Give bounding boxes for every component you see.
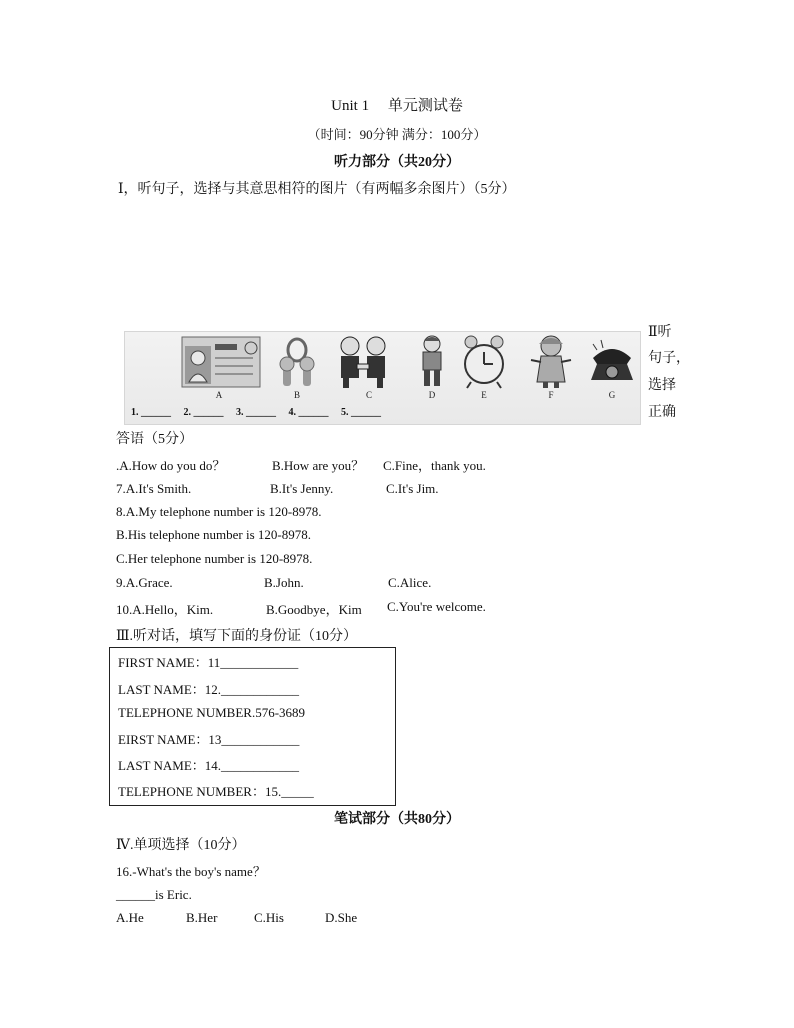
keys-picture <box>275 336 319 395</box>
q6-option-a: .A.How do you do？ <box>116 458 226 473</box>
q7-option-b: B.It's Jenny. <box>270 481 334 496</box>
picture-label-c: C <box>365 390 372 400</box>
q7-option-a: 7.A.It's Smith. <box>116 481 192 496</box>
answer-blanks <box>131 407 391 418</box>
part2-heading-cont: 答语（5分） <box>116 432 193 447</box>
picture-label-a: A <box>215 390 223 400</box>
q16-option-b: B.Her <box>186 910 218 925</box>
part3-heading: Ⅲ.听对话，填写下面的身份证（10分） <box>116 629 358 644</box>
first-name-field-13[interactable]: EIRST NAME：13____________ <box>118 732 300 747</box>
handshake-picture <box>335 334 391 395</box>
q10-option-a: 10.A.Hello，Kim. <box>116 602 214 617</box>
part2-heading-line3: 选择 <box>648 378 676 393</box>
q10-option-b: B.Goodbye，Kim <box>266 602 362 617</box>
q10-option-c: C.You're welcome. <box>387 599 486 614</box>
blank-3[interactable]: 3. ______ <box>236 407 276 418</box>
clock-picture <box>459 334 509 395</box>
last-name-field-12[interactable]: LAST NAME：12.____________ <box>118 682 300 697</box>
q16-option-a: A.He <box>116 910 144 925</box>
writing-section-title: 笔试部分（共80分） <box>334 812 460 827</box>
page-title: Unit 1 单元测试卷 <box>331 98 463 114</box>
picture-label-b: B <box>293 390 300 400</box>
q9-option-b: B.John. <box>264 575 304 590</box>
q8-option-c: C.Her telephone number is 120-8978. <box>116 551 313 566</box>
blank-2[interactable]: 2. ______ <box>183 407 224 418</box>
part4-heading: Ⅳ.单项选择（10分） <box>116 838 246 853</box>
q7-option-c: C.It's Jim. <box>386 481 439 496</box>
q16-answer-line[interactable]: ______is Eric. <box>116 887 192 902</box>
telephone-picture <box>587 336 637 391</box>
blank-1[interactable]: 1. ______ <box>131 407 171 418</box>
part2-heading-line4: 正确 <box>648 405 676 420</box>
q6-option-c: C.Fine，thank you. <box>383 458 486 473</box>
telephone-number-given: TELEPHONE NUMBER.576-3689 <box>118 705 306 720</box>
blank-4[interactable]: 4. ______ <box>288 407 329 418</box>
first-name-field-11[interactable]: FIRST NAME：11____________ <box>118 655 299 670</box>
part2-heading-line1: Ⅱ听 <box>648 325 672 340</box>
picture-label-g: G <box>608 390 616 400</box>
q16-question: 16.-What's the boy's name？ <box>116 864 266 879</box>
picture-label-e: E <box>481 390 487 400</box>
q9-option-a: 9.A.Grace. <box>116 575 173 590</box>
q8-option-b: B.His telephone number is 120-8978. <box>116 527 311 542</box>
exam-info: （时间：90分钟 满分：100分） <box>307 127 487 142</box>
picture-strip <box>124 331 641 425</box>
q6-option-b: B.How are you？ <box>272 458 365 473</box>
picture-label-d: D <box>428 390 436 400</box>
id-card-form <box>109 647 396 806</box>
q9-option-c: C.Alice. <box>388 575 432 590</box>
telephone-number-field-15[interactable]: TELEPHONE NUMBER：15._____ <box>118 784 314 799</box>
q8-option-a: 8.A.My telephone number is 120-8978. <box>116 504 322 519</box>
id-card-picture <box>181 336 261 393</box>
q16-option-c: C.His <box>254 910 284 925</box>
blank-5[interactable]: 5. ______ <box>341 407 381 418</box>
girl-picture <box>529 334 573 395</box>
boy-picture <box>417 334 447 395</box>
part1-heading: Ⅰ，听句子，选择与其意思相符的图片（有两幅多余图片）（5分） <box>118 182 516 197</box>
last-name-field-14[interactable]: LAST NAME：14.____________ <box>118 758 300 773</box>
part2-heading-line2: 句子， <box>648 351 690 366</box>
picture-label-f: F <box>548 390 554 400</box>
listening-section-title: 听力部分（共20分） <box>334 155 460 170</box>
q16-option-d: D.She <box>325 910 358 925</box>
